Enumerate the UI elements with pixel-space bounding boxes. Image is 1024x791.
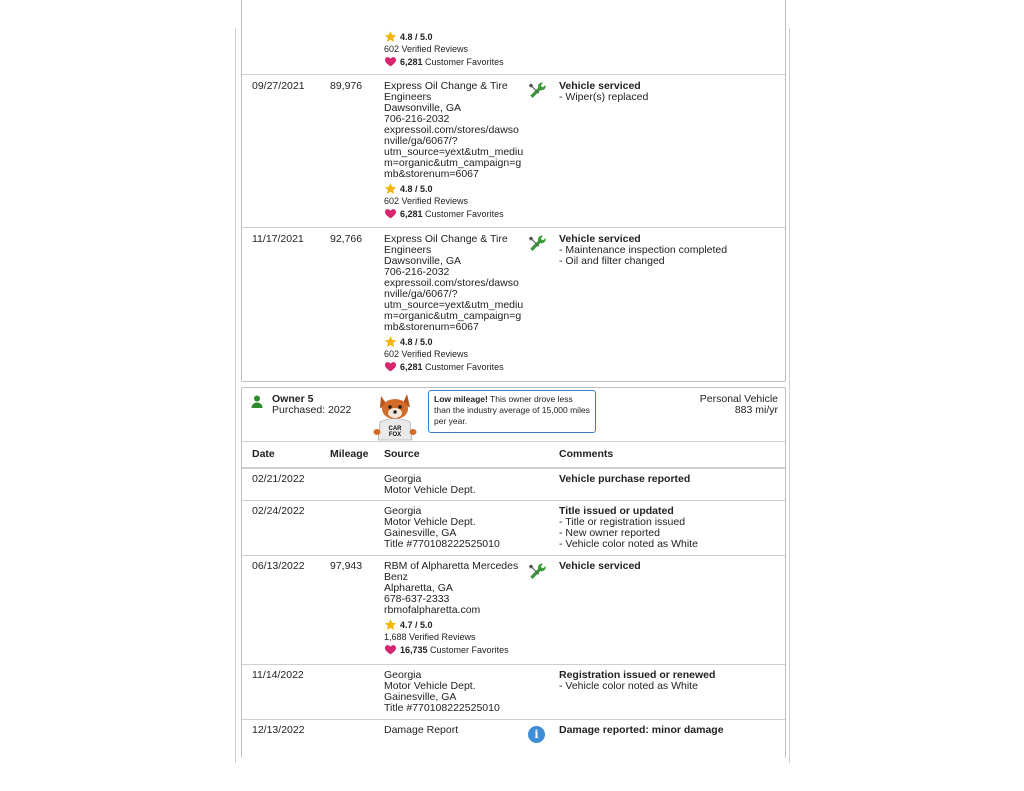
reviews-count[interactable]: 602 Verified Reviews xyxy=(384,196,469,206)
page-edge-right xyxy=(789,28,790,763)
source-line: Engineers xyxy=(384,91,432,103)
reviews-count[interactable]: 1,688 Verified Reviews xyxy=(384,632,476,642)
comment-item: - New owner reported xyxy=(559,527,660,539)
owner4-history-card xyxy=(241,0,786,382)
favorites-label: Customer Favorites xyxy=(430,644,509,655)
table-row xyxy=(242,467,785,501)
source-line: Title #770108222525010 xyxy=(384,702,500,714)
record-source xyxy=(384,234,523,373)
source-link[interactable]: utm_source=yext&utm_mediu xyxy=(384,146,524,158)
source-line: Benz xyxy=(384,571,408,583)
header-date: Date xyxy=(252,448,275,460)
source-line: Dawsonville, GA xyxy=(384,102,462,114)
info-icon[interactable]: i xyxy=(528,726,545,743)
miles-per-year: 883 mi/yr xyxy=(734,404,778,416)
record-source xyxy=(384,725,458,736)
record-comments xyxy=(559,506,698,550)
rating-value: 4.8 / 5.0 xyxy=(400,183,433,194)
service-wrench-icon xyxy=(528,562,546,580)
owner-title: Owner 5 xyxy=(272,393,314,405)
source-link[interactable]: expressoil.com/stores/dawso xyxy=(384,277,519,289)
source-line: 706-216-2032 xyxy=(384,266,450,278)
reviews-count[interactable]: 602 Verified Reviews xyxy=(384,349,469,359)
comment-item: - Title or registration issued xyxy=(559,516,686,528)
source-line: Gainesville, GA xyxy=(384,691,457,703)
source-line: Alpharetta, GA xyxy=(384,582,453,594)
header-comments: Comments xyxy=(559,448,614,460)
comment-item: - Vehicle color noted as White xyxy=(559,538,698,550)
table-row xyxy=(242,719,785,760)
reviews-count: 602 Verified Reviews xyxy=(384,44,469,54)
comment-title: Vehicle purchase reported xyxy=(559,473,691,485)
star-icon xyxy=(384,30,397,43)
source-link[interactable]: utm_source=yext&utm_mediu xyxy=(384,299,524,311)
record-date: 02/24/2022 xyxy=(252,505,305,517)
svg-text:FOX: FOX xyxy=(388,432,402,438)
comment-title: Damage reported: minor damage xyxy=(559,724,724,736)
header-source: Source xyxy=(384,448,420,460)
record-comments xyxy=(559,234,727,267)
comment-title: Registration issued or renewed xyxy=(559,669,716,681)
record-mileage: 89,976 xyxy=(330,80,363,92)
record-source xyxy=(384,561,518,656)
vehicle-type: Personal Vehicle xyxy=(699,393,778,405)
record-comments xyxy=(559,81,648,103)
record-source xyxy=(384,474,476,496)
record-comments xyxy=(559,474,690,485)
source-link[interactable]: m=organic&utm_campaign=g xyxy=(384,157,522,169)
comment-title: Vehicle serviced xyxy=(559,560,641,572)
comment-item: - Oil and filter changed xyxy=(559,255,665,267)
record-source xyxy=(384,506,500,550)
record-comments xyxy=(559,561,641,572)
source-link[interactable]: m=organic&utm_campaign=g xyxy=(384,310,522,322)
table-row xyxy=(242,664,785,720)
source-line: Motor Vehicle Dept. xyxy=(384,516,476,528)
table-row xyxy=(242,555,785,664)
record-date: 12/13/2022 xyxy=(252,724,305,736)
record-comments xyxy=(559,670,715,692)
source-line: Title #770108222525010 xyxy=(384,538,500,550)
owner5-history-card xyxy=(241,387,786,758)
record-date: 06/13/2022 xyxy=(252,560,305,572)
vehicle-usage xyxy=(700,394,778,416)
header-mileage: Mileage xyxy=(330,448,369,460)
record-source xyxy=(384,670,500,714)
report-page xyxy=(235,0,790,791)
source-line: Express Oil Change & Tire xyxy=(384,233,508,245)
source-link[interactable]: mb&storenum=6067 xyxy=(384,168,479,180)
table-row xyxy=(242,227,785,381)
favorites-label: Customer Favorites xyxy=(425,56,504,67)
low-mileage-callout xyxy=(428,390,596,433)
prev-record-tail xyxy=(384,30,504,68)
source-line: Motor Vehicle Dept. xyxy=(384,680,476,692)
source-link[interactable]: rbmofalpharetta.com xyxy=(384,604,481,616)
source-line: Georgia xyxy=(384,505,422,517)
comment-title: Title issued or updated xyxy=(559,505,674,517)
record-comments xyxy=(559,725,724,736)
source-line: Motor Vehicle Dept. xyxy=(384,484,476,496)
comment-item: - Vehicle color noted as White xyxy=(559,680,698,692)
rating-value: 4.8 / 5.0 xyxy=(400,336,433,347)
record-date: 02/21/2022 xyxy=(252,473,305,485)
person-icon xyxy=(251,395,263,408)
star-icon xyxy=(384,182,397,195)
source-link[interactable]: nville/ga/6067/? xyxy=(384,135,458,147)
rating-value: 4.7 / 5.0 xyxy=(400,619,433,630)
source-line: Georgia xyxy=(384,473,422,485)
favorites-label: Customer Favorites xyxy=(425,208,504,219)
star-icon xyxy=(384,335,397,348)
source-line: Dawsonville, GA xyxy=(384,255,462,267)
record-date: 11/17/2021 xyxy=(252,233,304,245)
source-line: 706-216-2032 xyxy=(384,113,450,125)
table-header-row xyxy=(242,441,785,467)
service-wrench-icon xyxy=(528,81,546,99)
record-date: 09/27/2021 xyxy=(252,80,305,92)
source-line: Damage Report xyxy=(384,724,459,736)
favorites-label: Customer Favorites xyxy=(425,361,504,372)
page-edge-left xyxy=(235,28,236,763)
comment-item: - Maintenance inspection completed xyxy=(559,244,728,256)
owner-info xyxy=(272,394,351,416)
callout-bold: Low mileage! xyxy=(434,394,488,404)
owner-header xyxy=(242,388,785,441)
comment-item: - Wiper(s) replaced xyxy=(559,91,649,103)
record-source xyxy=(384,81,523,220)
owner-purchased: Purchased: 2022 xyxy=(272,404,352,416)
rating-value: 4.8 / 5.0 xyxy=(400,31,433,42)
record-mileage: 97,943 xyxy=(330,560,363,572)
source-link[interactable]: expressoil.com/stores/dawso xyxy=(384,124,519,136)
source-link[interactable]: nville/ga/6067/? xyxy=(384,288,458,300)
heart-icon xyxy=(384,643,397,656)
heart-icon xyxy=(384,55,397,68)
source-line: RBM of Alpharetta Mercedes xyxy=(384,560,519,572)
favorites-count: 6,281 xyxy=(400,56,423,67)
source-line: Gainesville, GA xyxy=(384,527,457,539)
carfox-mascot-icon xyxy=(372,392,418,442)
comment-title: Vehicle serviced xyxy=(559,80,641,92)
source-line: Engineers xyxy=(384,244,432,256)
service-wrench-icon xyxy=(528,234,546,252)
record-mileage: 92,766 xyxy=(330,233,363,245)
heart-icon xyxy=(384,207,397,220)
source-line: 678-637-2333 xyxy=(384,593,450,605)
callout-text: This owner drove less than the industry average of 15,000 miles per year. xyxy=(434,394,590,426)
svg-text:CAR: CAR xyxy=(388,426,402,432)
favorites-count: 6,281 xyxy=(400,361,423,372)
source-line: Express Oil Change & Tire xyxy=(384,80,508,92)
heart-icon xyxy=(384,360,397,373)
star-icon xyxy=(384,618,397,631)
table-row xyxy=(242,74,785,227)
favorites-count: 16,735 xyxy=(400,644,428,655)
favorites-count: 6,281 xyxy=(400,208,423,219)
comment-title: Vehicle serviced xyxy=(559,233,641,245)
source-link[interactable]: mb&storenum=6067 xyxy=(384,321,479,333)
source-line: Georgia xyxy=(384,669,422,681)
record-date: 11/14/2022 xyxy=(252,669,304,681)
table-row xyxy=(242,500,785,556)
